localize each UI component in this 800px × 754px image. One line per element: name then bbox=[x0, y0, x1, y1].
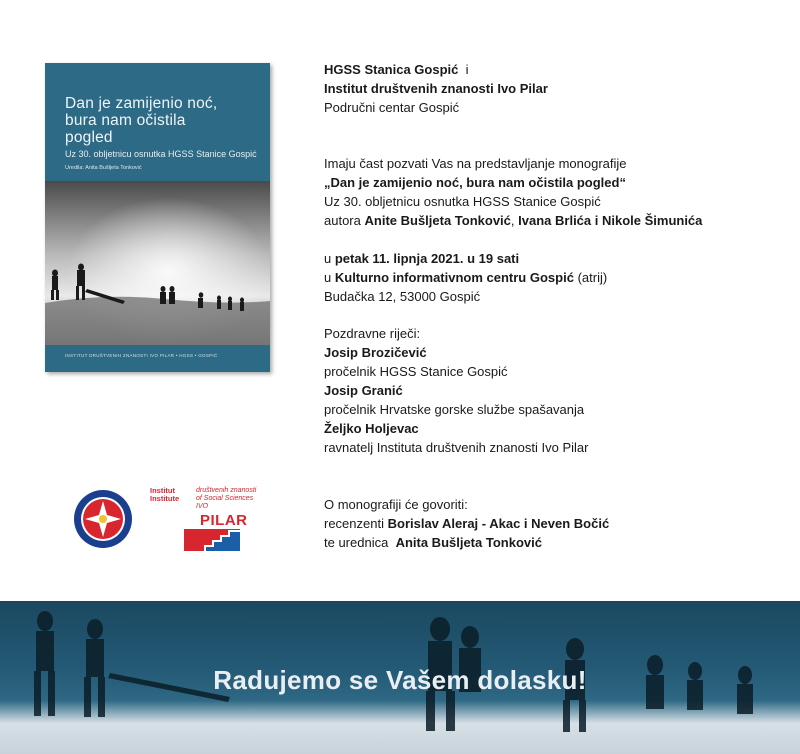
event-address: Budačka 12, 53000 Gospić bbox=[324, 289, 481, 304]
speaker-name: Željko Holjevac bbox=[324, 421, 419, 436]
greetings-heading: Pozdravne riječi: bbox=[324, 326, 421, 341]
book-title-line: bura nam očistila bbox=[65, 112, 186, 129]
book-title bbox=[65, 95, 265, 146]
reviewers-prefix: recenzenti bbox=[324, 516, 384, 531]
pilar-steps-icon bbox=[184, 529, 240, 551]
reviewers: Borislav Aleraj - Akac i Neven Bočić bbox=[387, 516, 610, 531]
speaker-role: ravnatelj Instituta društvenih znanosti Ivo Pilar bbox=[324, 440, 589, 455]
about-heading: O monografiji će govoriti: bbox=[324, 497, 468, 512]
book-subtitle: Uz 30. obljetnicu osnutka HGSS Stanice Gospić bbox=[65, 149, 257, 159]
event-block bbox=[324, 249, 607, 306]
speaker-name: Josip Granić bbox=[324, 383, 403, 398]
book-cover-photo bbox=[45, 181, 270, 345]
event-venue: Kulturno informativnom centru Gospić bbox=[334, 270, 574, 285]
event-venue-line bbox=[324, 268, 607, 287]
organizer-hgss: HGSS Stanica Gospić bbox=[324, 62, 459, 77]
hgss-logo-icon bbox=[73, 489, 133, 549]
invitation-occasion: Uz 30. obljetnicu osnutka HGSS Stanice Gospić bbox=[324, 194, 601, 209]
book-title-line: pogled bbox=[65, 129, 113, 146]
book-footer: INSTITUT DRUŠTVENIH ZNANOSTI IVO PILAR • HGSS • GOSPIĆ bbox=[65, 353, 218, 358]
author-1: Anite Bušljeta Tonković bbox=[364, 213, 511, 228]
authors-prefix: autora bbox=[324, 213, 361, 228]
banner-message: Radujemo se Vašem dolasku! bbox=[213, 665, 587, 695]
editor-line bbox=[324, 533, 609, 552]
editor-prefix: te urednica bbox=[324, 535, 389, 550]
event-date-line bbox=[324, 249, 607, 268]
organizers-block bbox=[324, 60, 548, 117]
invitation-intro: Imaju čast pozvati Vas na predstavljanje monografije bbox=[324, 156, 627, 171]
author-2-3: Ivana Brlića i Nikole Šimunića bbox=[518, 213, 703, 228]
event-venue-prefix: u bbox=[324, 270, 332, 285]
invitation-block bbox=[324, 154, 702, 230]
pilar-logo-word: PILAR bbox=[200, 512, 248, 529]
monograph-title: „Dan je zamijenio noć, bura nam očistila pogled“ bbox=[324, 175, 626, 190]
pilar-logo-text-right: društvenih znanosti of Social Sciences IVO bbox=[196, 487, 257, 510]
reviewers-line bbox=[324, 514, 609, 533]
event-venue-suffix: (atrij) bbox=[577, 270, 608, 285]
greetings-block bbox=[324, 324, 588, 457]
pilar-logo-text-left: Institut Institute bbox=[150, 486, 180, 503]
ivo-pilar-logo bbox=[150, 486, 257, 551]
event-date: petak 11. lipnja 2021. u 19 sati bbox=[334, 251, 520, 266]
organizers-conjunction: i bbox=[465, 62, 469, 77]
speaker-role: pročelnik Hrvatske gorske službe spašavanja bbox=[324, 402, 585, 417]
about-block bbox=[324, 495, 609, 552]
book-title-line: Dan je zamijenio noć, bbox=[65, 95, 218, 112]
event-date-prefix: u bbox=[324, 251, 332, 266]
speaker-name: Josip Brozičević bbox=[324, 345, 427, 360]
editor-name: Anita Bušljeta Tonković bbox=[395, 535, 542, 550]
organizer-center: Područni centar Gospić bbox=[324, 100, 460, 115]
book-editor: Uredila: Anita Bušljeta Tonković bbox=[65, 165, 142, 171]
organizer-institute: Institut društvenih znanosti Ivo Pilar bbox=[324, 81, 548, 96]
speaker-role: pročelnik HGSS Stanice Gospić bbox=[324, 364, 508, 379]
footer-banner bbox=[0, 601, 800, 754]
authors-separator: , bbox=[510, 213, 515, 228]
authors-line bbox=[324, 211, 702, 230]
book-cover bbox=[45, 63, 270, 372]
